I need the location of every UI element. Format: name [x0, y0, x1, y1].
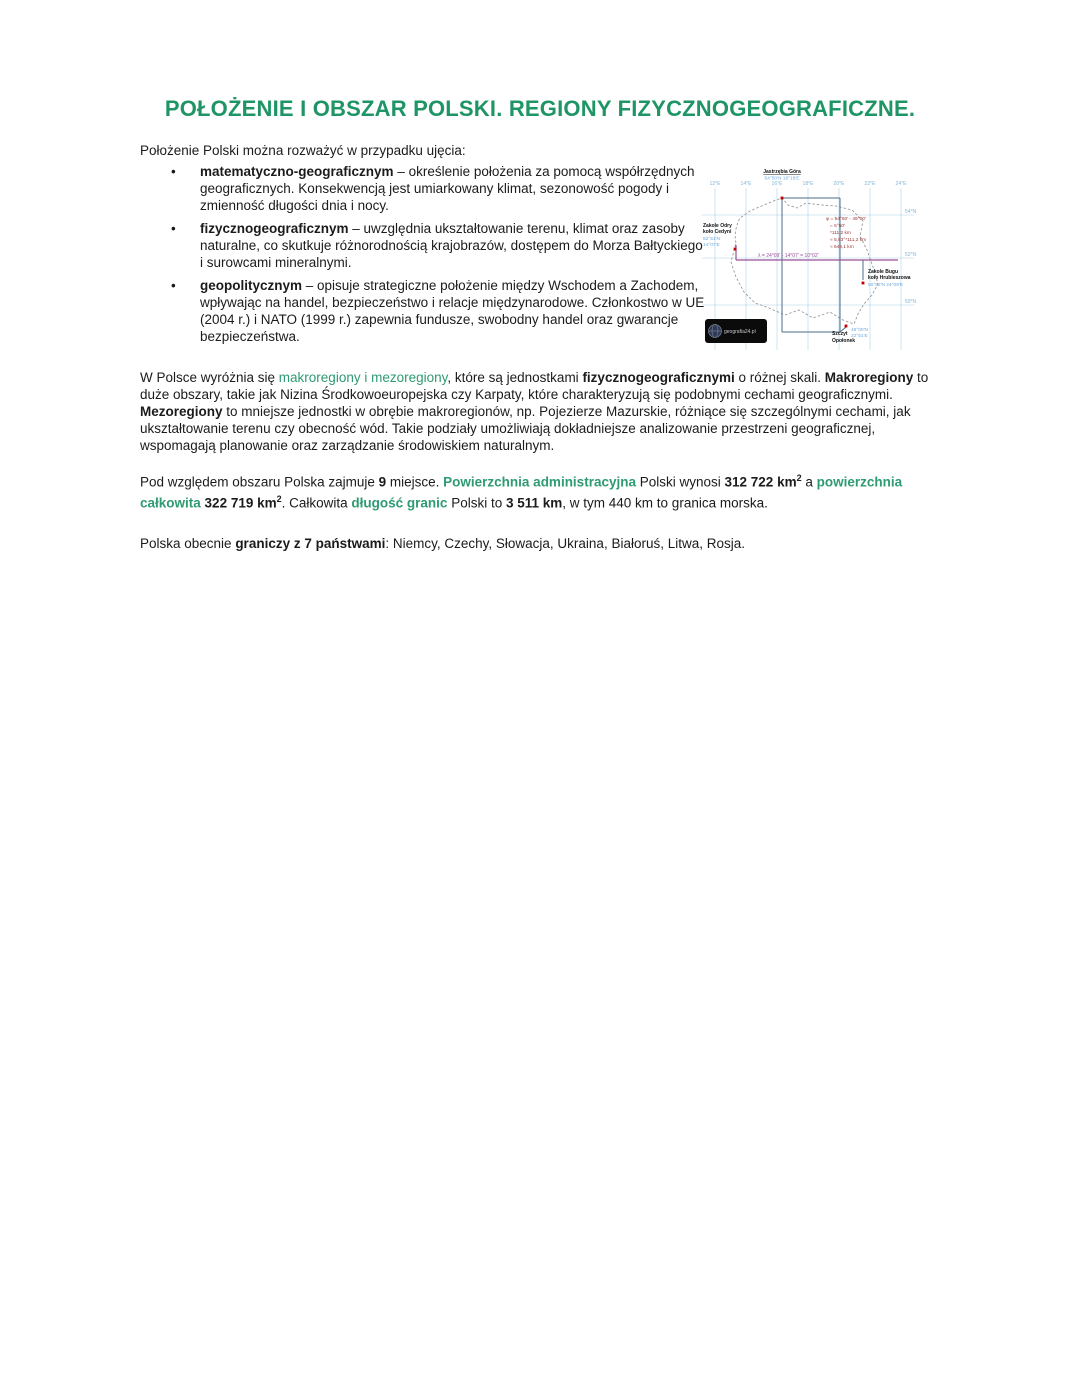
text-run: to duże obszary, takie jak Nizina Środkowoeuropejska czy Karpaty, które charakteryzują się podobnymi cechami geograficznymi. — [140, 370, 929, 402]
lon-label: 12°E — [709, 181, 721, 187]
text-run: : Niemcy, Czechy, Słowacja, Ukraina, Białoruś, Litwa, Rosja. — [385, 536, 745, 551]
list-item — [140, 163, 706, 214]
text-run-bold: 9 — [378, 474, 387, 490]
east-point-coords: 50°52'N 24°09'E — [868, 283, 904, 288]
south-point-name: Szczyt — [832, 331, 848, 337]
term-powierzchnia-administracyjna: Powierzchnia administracyjna — [443, 474, 636, 490]
north-point-marker — [781, 197, 784, 200]
text-run: to mniejsze jednostki w obrębie makroregionów, np. Pojezierze Mazurskie, różniące się szczególnymi cechami, jak ukształtowanie terenu czy obecność wód. Takie podziały umożliwiają dokładniejsze analizowanie przestrzeni geograficznej, wspomagają planowanie oraz zarządzanie środowiskiem naturalnym. — [140, 404, 911, 453]
south-point-name: Opołonek — [832, 338, 856, 344]
east-point-marker — [862, 282, 865, 285]
delta-latitude-calculation — [826, 216, 866, 250]
poland-extremes-map — [700, 164, 917, 356]
north-point-name: Jastrzębia Góra — [763, 169, 801, 175]
intro-line: Położenie Polski można rozważyć w przypadku ujęcia: — [140, 143, 466, 158]
term-dlugosc-granic: długość granic — [351, 495, 448, 510]
text-run: a — [801, 474, 817, 490]
text-run-bold: graniczy z 7 państwami — [235, 536, 386, 551]
bullet-term: matematyczno-geograficznym — [200, 164, 394, 179]
lon-label: 18°E — [802, 181, 814, 187]
lon-label: 16°E — [771, 181, 783, 187]
list-item — [140, 277, 706, 345]
area-total-value: 322 719 km — [204, 495, 277, 510]
paragraph-area — [140, 470, 935, 511]
calc-line: φ = 54°50' - 49°00' — [826, 217, 866, 222]
bullet-term: geopolitycznym — [200, 278, 303, 293]
text-run-bold: fizycznogeograficznymi — [582, 370, 735, 385]
south-point-coords: 22°51'E — [851, 334, 868, 339]
term-powierzchnia-calkowita: powierzchnia całkowita — [140, 474, 903, 510]
bullet-marker: • — [171, 221, 176, 236]
bullet-text: – określenie położenia za pomocą współrzędnych geograficznych. Konsekwencją jest umiarkowany klimat, sezonowość pogody i zmienność długości dnia i nocy. — [200, 164, 695, 213]
west-point-marker — [734, 248, 737, 251]
bullet-marker: • — [171, 278, 176, 293]
area-admin-value: 312 722 km — [724, 474, 797, 490]
calc-line: ≈ 649,1 km — [830, 245, 854, 250]
delta-longitude-label: λ = 24°09' - 14°07' = 10°02' — [758, 253, 819, 259]
text-run: o różnej skali. — [734, 370, 825, 385]
north-point-coords: 54°50'N 18°18'E — [764, 176, 800, 182]
bullet-text: – uwzględnia ukształtowanie terenu, klimat oraz zasoby naturalne, co skutkuje różnorodnością krajobrazów, dostępem do Morza Bałtyckiego i surowcami mineralnymi. — [200, 221, 703, 270]
lat-label: 52°N — [905, 252, 917, 258]
lon-label: 20°E — [833, 181, 845, 187]
text-run: Polski to — [447, 495, 506, 510]
text-run-bold: Makroregiony — [824, 370, 914, 385]
text-run: Polski wynosi — [635, 474, 725, 490]
watermark-text: geografia24.pl — [724, 329, 756, 335]
text-run: Pod względem obszaru Polska zajmuje — [140, 474, 379, 490]
south-point-coords: 49°00'N — [851, 328, 868, 333]
lon-label: 24°E — [895, 181, 907, 187]
text-run: , w tym 440 km to granica morska. — [562, 495, 768, 510]
bullet-marker: • — [171, 164, 176, 179]
east-point-name: koło Hrubieszowa — [868, 275, 911, 281]
text-run: Polska obecnie — [140, 536, 236, 551]
lat-label: 50°N — [905, 299, 917, 305]
calc-line: ≈ 5,83°*111,2 km — [830, 238, 867, 243]
term-makroregiony-mezoregiony: makroregiony i mezoregiony — [278, 370, 448, 385]
paragraph-regions — [140, 369, 935, 454]
west-point-name: koło Cedyni — [703, 229, 732, 235]
bullet-term: fizycznogeograficznym — [200, 221, 349, 236]
east-point-name: Zakole Bugu — [868, 269, 899, 275]
superscript: 2 — [276, 493, 282, 504]
list-item — [140, 220, 706, 271]
lon-label: 22°E — [864, 181, 876, 187]
text-run: , które są jednostkami — [447, 370, 583, 385]
page-title: POŁOŻENIE I OBSZAR POLSKI. REGIONY FIZYCZNOGEOGRAFICZNE. — [164, 96, 916, 121]
west-point-coords: 14°07'E — [703, 243, 720, 248]
west-point-name: Zakole Odry — [703, 223, 732, 229]
lon-label: 14°E — [740, 181, 752, 187]
border-length-value: 3 511 km — [505, 495, 563, 510]
text-run: W Polsce wyróżnia się — [140, 370, 279, 385]
paragraph-borders — [140, 535, 935, 552]
text-run: miejsce. — [386, 474, 444, 490]
bullet-list — [140, 163, 706, 345]
text-run-bold: Mezoregiony — [140, 404, 223, 419]
south-point-marker — [845, 325, 848, 328]
calc-line: = 5°50' — [830, 224, 845, 229]
text-run: . Całkowita — [281, 495, 352, 510]
superscript: 2 — [796, 473, 802, 483]
lat-label: 54°N — [905, 209, 917, 215]
calc-line: *111,2 km — [830, 231, 851, 236]
west-point-coords: 52°51'N — [703, 237, 720, 242]
bullet-text: – opisuje strategiczne położenie między Wschodem a Zachodem, wpływając na handel, bezpieczeństwo i relacje międzynarodowe. Członkostwo w UE (2004 r.) i NATO (1999 r.) zapewnia fundusze, swobodny handel oraz gwarancje bezpieczeństwa. — [200, 278, 705, 344]
watermark — [705, 319, 767, 343]
